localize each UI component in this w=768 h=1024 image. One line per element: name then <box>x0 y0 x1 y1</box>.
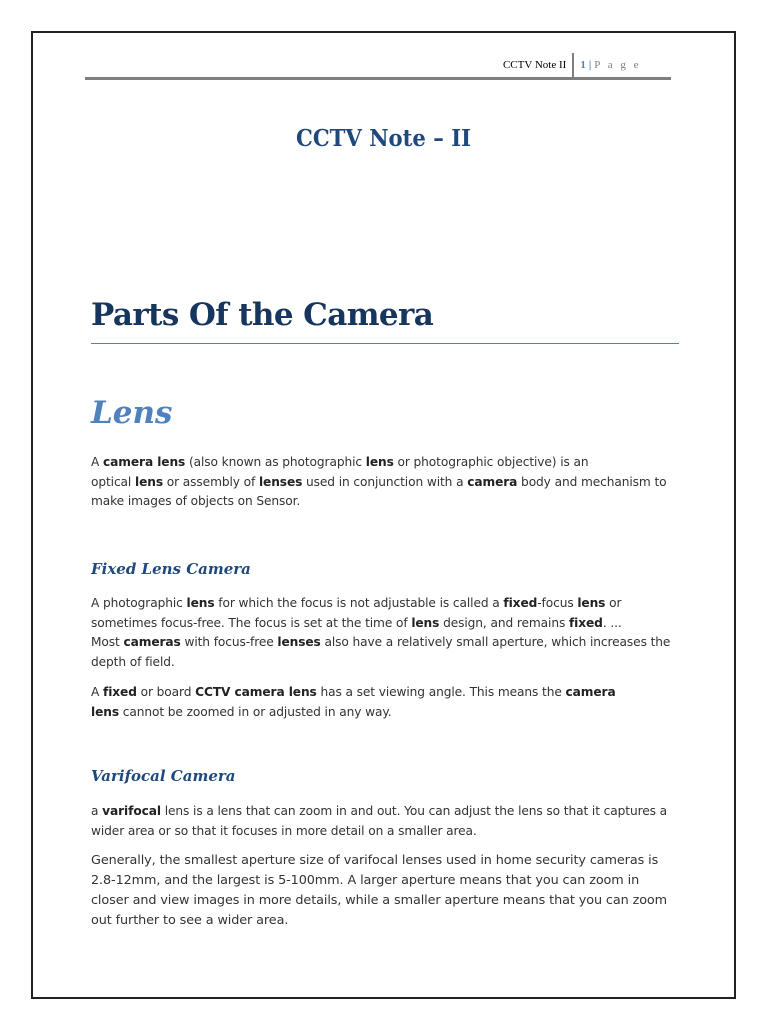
bold-term: lens <box>135 474 163 489</box>
bold-term: camera <box>565 685 616 699</box>
bold-term: cameras <box>123 635 181 649</box>
page-number: 1 <box>580 59 586 71</box>
varifocal-paragraph-2: Generally, the smallest aperture size of varifocal lenses used in home security cameras is 2.8-12mm, and the largest is 5-100mm. A larger aperture means that you can zoom in closer and view images in more details, while a smaller aperture means that you can zoom out further to see a wider area. <box>91 853 668 928</box>
bold-term: lens <box>186 596 215 610</box>
bold-term: lenses <box>277 635 321 649</box>
bold-term: lens <box>577 596 606 610</box>
lens-heading: Lens <box>91 395 173 431</box>
lens-paragraph: A camera lens (also known as photographic lens or photographic objective) is an optical lens or assembly of lenses used in conjunction with a camera body and mechanism to make images of objects on Sensor. <box>91 455 667 508</box>
document-title: CCTV Note – II <box>295 125 472 152</box>
varifocal-paragraph-1: a varifocal lens is a lens that can zoom in and out. You can adjust the lens so that it captures a wider area or so that it focuses in more detail on a smaller area. <box>91 804 668 838</box>
header-title: CCTV Note II <box>502 59 567 71</box>
bold-term: lens <box>365 455 394 469</box>
bold-term: fixed <box>568 615 603 630</box>
header-divider <box>572 53 574 77</box>
page-header <box>85 49 671 80</box>
page-number-separator: | <box>588 59 592 71</box>
fixed-lens-paragraph-2: A fixed or board CCTV camera lens has a set viewing angle. This means the camera lens cannot be zoomed in or adjusted in any way. <box>91 685 616 719</box>
bold-term: varifocal <box>102 804 161 818</box>
varifocal-heading: Varifocal Camera <box>91 767 236 785</box>
fixed-lens-paragraph-1: A photographic lens for which the focus is not adjustable is called a fixed-focus lens or sometimes focus-free. The focus is set at the time of lens design, and remains fixed. ... Most cameras with focus-free lenses also have a relatively small aperture, which increases the depth of field. <box>91 596 671 669</box>
bold-term: fixed <box>103 685 137 699</box>
bold-term: lenses <box>258 474 303 489</box>
bold-term: CCTV camera lens <box>195 685 317 699</box>
section-heading: Parts Of the Camera <box>91 297 679 344</box>
document-page <box>31 31 736 999</box>
bold-term: camera <box>467 474 518 489</box>
header-content <box>503 53 641 77</box>
bold-term: camera lens <box>103 455 186 469</box>
page-label: P a g e <box>594 59 641 71</box>
fixed-lens-heading: Fixed Lens Camera <box>91 560 251 578</box>
bold-term: lens <box>411 615 440 630</box>
bold-term: lens <box>91 704 119 719</box>
bold-term: fixed <box>503 596 538 610</box>
